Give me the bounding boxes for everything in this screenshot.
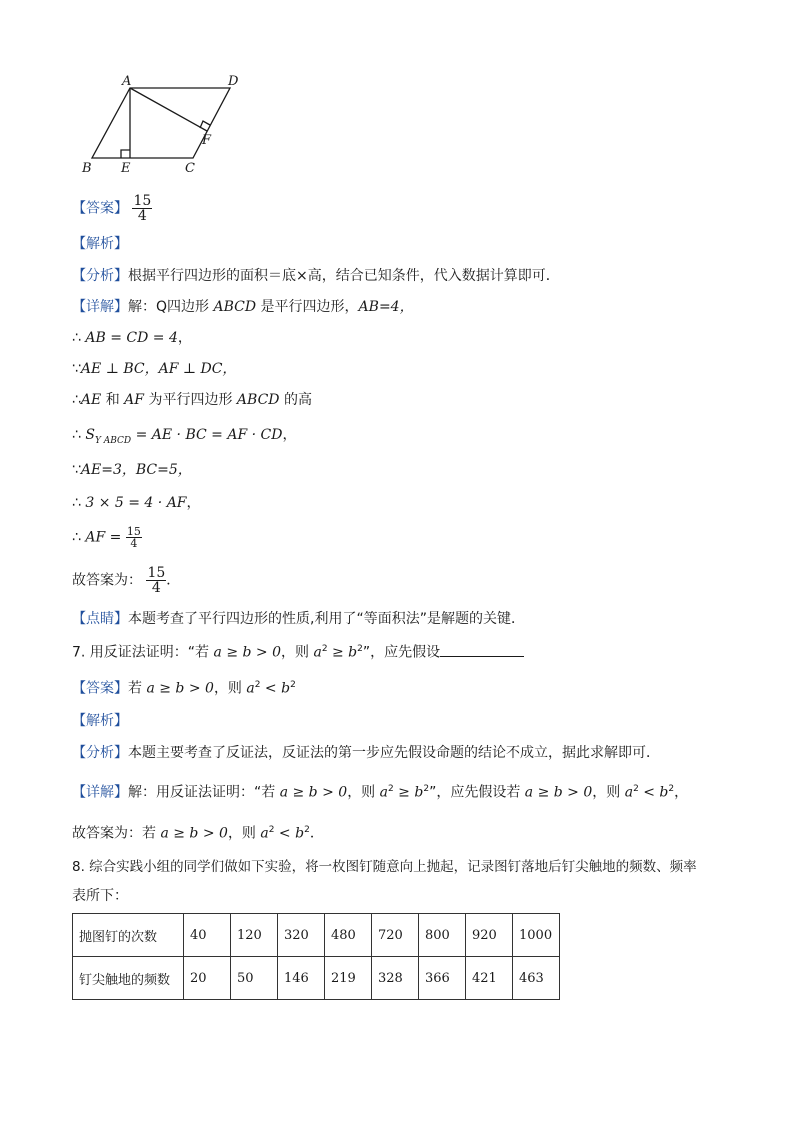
q6-line5: ∴ $S_{Y ABCD}$ = AE · BC = AF · CD， (72, 427, 297, 446)
q8-line1: 8. 综合实践小组的同学们做如下实验，将一枚图钉随意向上抛起，记录图钉落地后钉尖触地的频数、频率 (72, 859, 697, 875)
q6-line8: ∴ AF = $\frac{15}{4}$ (72, 525, 141, 550)
table-cell: 421 (466, 957, 513, 1000)
right-angle-e (121, 150, 130, 158)
parallelogram-figure (78, 70, 268, 178)
q7-xiangjie: 【详解】解：用反证法证明：“若 a ≥ b > 0，则 $a^2 \ge b^2$”，应先假设若 a ≥ b > 0，则 $a^2 < b^2$， (72, 784, 689, 801)
label-c: C (185, 161, 195, 176)
q6-line4: ∴AE 和 AF 为平行四边形 ABCD 的高 (72, 392, 312, 408)
q6-line3: ∵AE ⊥ BC，AF ⊥ DC， (72, 361, 237, 377)
q7-fenxi: 【分析】本题主要考查了反证法，反证法的第一步应先假设命题的结论不成立，据此求解即可． (72, 745, 660, 761)
q6-line7: ∴ 3 × 5 = 4 · AF， (72, 495, 201, 511)
q7-question: 7. 用反证法证明：“若 a ≥ b > 0，则 $a^2 \ge b^2$”，应先假设 (72, 639, 524, 663)
q6-line2: ∴ AB = CD = 4， (72, 330, 192, 346)
label-d: D (228, 74, 239, 89)
answer-fraction: $\frac{15}{4}$ (133, 193, 152, 224)
label-a: A (122, 74, 132, 89)
q6-xiangjie-line1: 【详解】解：Q四边形 ABCD 是平行四边形，AB=4， (72, 299, 414, 315)
right-angle-f (200, 121, 210, 128)
table-cell: 219 (325, 957, 372, 1000)
q6-line6: ∵AE=3，BC=5， (72, 462, 192, 478)
answer-tag: 【答案】 (72, 200, 128, 217)
row-header-tip-down: 钉尖触地的频数 (73, 957, 184, 1000)
q6-answer (72, 194, 152, 223)
answer-blank (440, 642, 524, 657)
q6-line9: 故答案为： $\frac{15}{4}$ ． (72, 565, 181, 596)
height-af (130, 88, 207, 131)
table-row (73, 957, 560, 1000)
af-fraction: $\frac{15}{4}$ (126, 525, 141, 550)
q8-line2: 表所下： (72, 888, 128, 904)
table-cell: 366 (419, 957, 466, 1000)
table-cell: 463 (513, 957, 560, 1000)
q7-analysis-tag: 【解析】 (72, 713, 128, 729)
row-header-throws: 抛图钉的次数 (73, 914, 184, 957)
table-cell: 20 (184, 957, 231, 1000)
table-cell: 328 (372, 957, 419, 1000)
q7-final: 故答案为：若 a ≥ b > 0，则 $a^2 < b^2$． (72, 825, 324, 842)
q7-answer: 【答案】若 a ≥ b > 0，则 $a^2 < b^2$ (72, 680, 296, 697)
label-f: F (202, 133, 212, 148)
frequency-table (72, 913, 560, 1000)
table-cell: 320 (278, 914, 325, 957)
table-cell: 800 (419, 914, 466, 957)
label-b: B (82, 161, 92, 176)
table-cell: 920 (466, 914, 513, 957)
table-row (73, 914, 560, 957)
table-cell: 50 (231, 957, 278, 1000)
table-cell: 146 (278, 957, 325, 1000)
q6-dianjing: 【点睛】本题考查了平行四边形的性质,利用了“等面积法”是解题的关键． (72, 611, 525, 627)
table-cell: 1000 (513, 914, 560, 957)
table-cell: 480 (325, 914, 372, 957)
q6-fenxi: 【分析】根据平行四边形的面积＝底×高，结合已知条件，代入数据计算即可． (72, 268, 560, 284)
label-e: E (121, 161, 131, 176)
table-cell: 120 (231, 914, 278, 957)
table-cell: 40 (184, 914, 231, 957)
table-cell: 720 (372, 914, 419, 957)
final-fraction: $\frac{15}{4}$ (147, 565, 166, 596)
q6-analysis-tag: 【解析】 (72, 236, 128, 252)
